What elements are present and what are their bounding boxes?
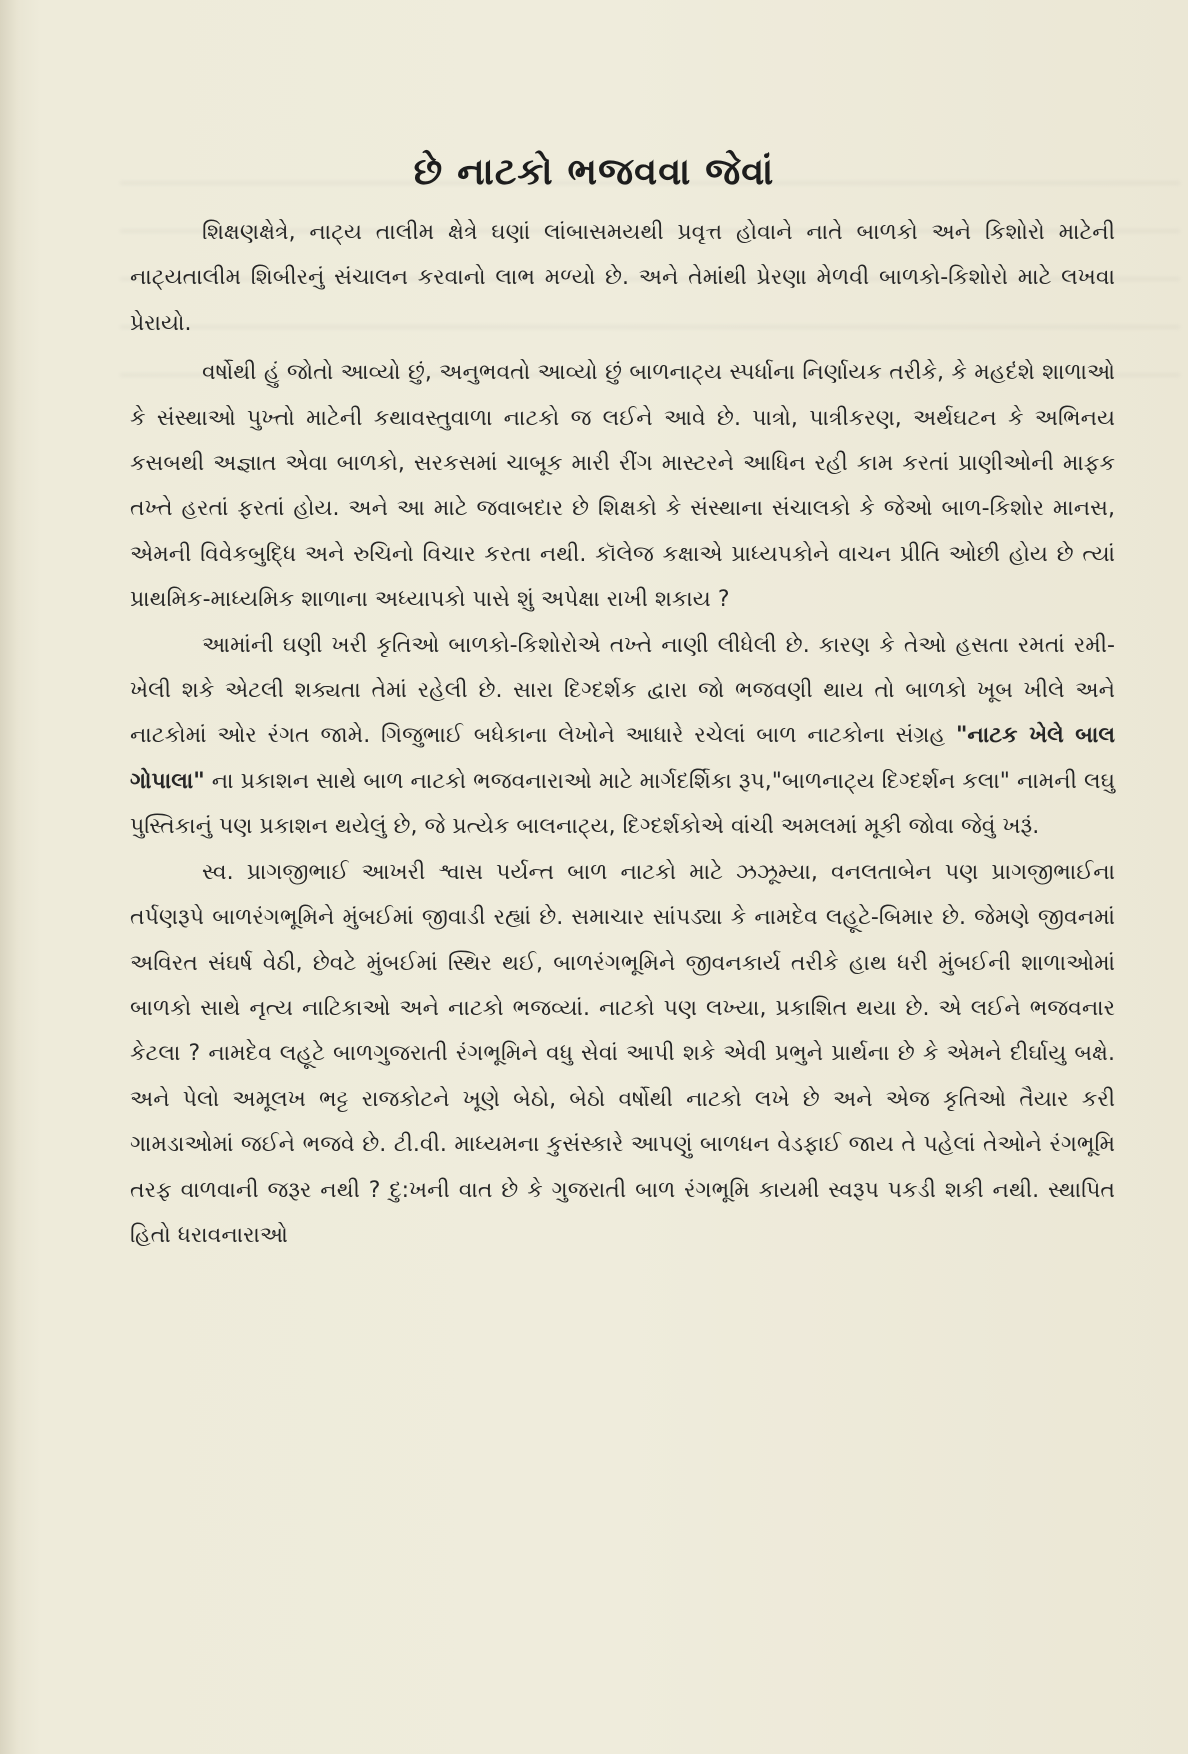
paragraph-3	[130, 623, 1115, 850]
paragraph-4: સ્વ. પ્રાગજીભાઈ આખરી શ્વાસ પર્યન્ત બાળ નાટકો માટે ઝઝૂમ્યા, વનલતાબેન પણ પ્રાગજીભાઈના તર્પણરૂપે બાળરંગભૂમિને મુંબઈમાં જીવાડી રહ્યાં છે. સમાચાર સાંપડ્યા કે નામદેવ લહૂટે-બિમાર છે. જેમણે જીવનમાં અવિરત સંઘર્ષ વેઠી, છેવટે મુંબઈમાં સ્થિર થઈ, બાળરંગભૂમિને જીવનકાર્ય તરીકે હાથ ધરી મુંબઈની શાળાઓમાં બાળકો સાથે નૃત્ય નાટિકાઓ અને નાટકો ભજવ્યાં. નાટકો પણ લખ્યા, પ્રકાશિત થયા છે. એ લઈને ભજવનાર કેટલા ? નામદેવ લહૂટે બાળગુજરાતી રંગભૂમિને વધુ સેવાં આપી શકે એવી પ્રભુને પ્રાર્થના છે કે એમને દીર્ઘાયુ બક્ષે. અને પેલો અમૂલખ ભટ્ટ રાજકોટને ખૂણે બેઠો, બેઠો વર્ષોથી નાટકો લખે છે અને એજ કૃતિઓ તૈયાર કરી ગામડાઓમાં જઈને ભજવે છે. ટી.વી. માધ્યમના કુસંસ્કારે આપણું બાળધન વેડફાઈ જાય તે પહેલાં તેઓને રંગભૂમિ તરફ વાળવાની જરૂર નથી ? દુ:ખની વાત છે કે ગુજરાતી બાળ રંગભૂમિ કાયમી સ્વરૂપ પકડી શકી નથી. સ્થાપિત હિતો ધરાવનારાઓ	[130, 859, 1115, 1248]
page-title: છે નાટકો ભજવવા જેવાં	[413, 150, 775, 193]
book-title-bold: "નાટક ખેલે બાલ ગોપાલા"	[130, 723, 1115, 794]
body-text	[130, 210, 1115, 1258]
paragraph-3-text-after: ના પ્રકાશન સાથે બાળ નાટકો ભજવનારાઓ માટે માર્ગદર્શિકા રૂપ,"બાળનાટ્ય દિગ્દર્શન કલા" નામની લઘુ પુસ્તિકાનું પણ પ્રકાશન થયેલું છે, જે પ્રત્યેક બાલનાટ્ય, દિગ્દર્શકોએ વાંચી અમલમાં મૂકી જોવા જેવું ખરૂં.	[130, 768, 1115, 840]
paragraph-3-text-before: આમાંની ઘણી ખરી કૃતિઓ બાળકો-કિશોરોએ તખ્તે નાણી લીધેલી છે. કારણ કે તેઓ હસતા રમતાં રમી-ખેલી શકે એટલી શક્યતા તેમાં રહેલી છે. સારા દિગ્દર્શક દ્વારા જો ભજવણી થાય તો બાળકો ખૂબ ખીલે અને નાટકોમાં ઓર રંગત જામે. ગિજુભાઈ બધેકાના લેખોને આધારે રચેલાં બાળ નાટકોના સંગ્રહ	[130, 632, 1115, 749]
paragraph-1: શિક્ષણક્ષેત્રે, નાટ્ય તાલીમ ક્ષેત્રે ઘણાં લાંબાસમયથી પ્રવૃત્ત હોવાને નાતે બાળકો અને કિશોરો માટેની નાટ્યતાલીમ શિબીરનું સંચાલન કરવાનો લાભ મળ્યો છે. અને તેમાંથી પ્રેરણા મેળવી બાળકો-કિશોરો માટે લખવા પ્રેરાયો.	[130, 220, 1115, 336]
paragraph-2: વર્ષોથી હું જોતો આવ્યો છું, અનુભવતો આવ્યો છું બાળનાટ્ય સ્પર્ધાના નિર્ણાયક તરીકે, કે મહદંશે શાળાઓ કે સંસ્થાઓ પુખ્તો માટેની કથાવસ્તુવાળા નાટકો જ લઈને આવે છે. પાત્રો, પાત્રીકરણ, અર્થઘટન કે અભિનય કસબથી અજ્ઞાત એવા બાળકો, સરકસમાં ચાબૂક મારી રીંગ માસ્ટરને આધિન રહી કામ કરતાં પ્રાણીઓની માફક તખ્તે હરતાં ફરતાં હોય. અને આ માટે જવાબદાર છે શિક્ષકો કે સંસ્થાના સંચાલકો કે જેઓ બાળ-કિશોર માનસ, એમની વિવેકબુદ્ધિ અને રુચિનો વિચાર કરતા નથી. કૉલેજ કક્ષાએ પ્રાધ્યપકોને વાચન પ્રીતિ ઓછી હોય છે ત્યાં પ્રાથમિક-માધ્યમિક શાળાના અધ્યાપકો પાસે શું અપેક્ષા રાખી શકાય ?	[130, 360, 1115, 613]
